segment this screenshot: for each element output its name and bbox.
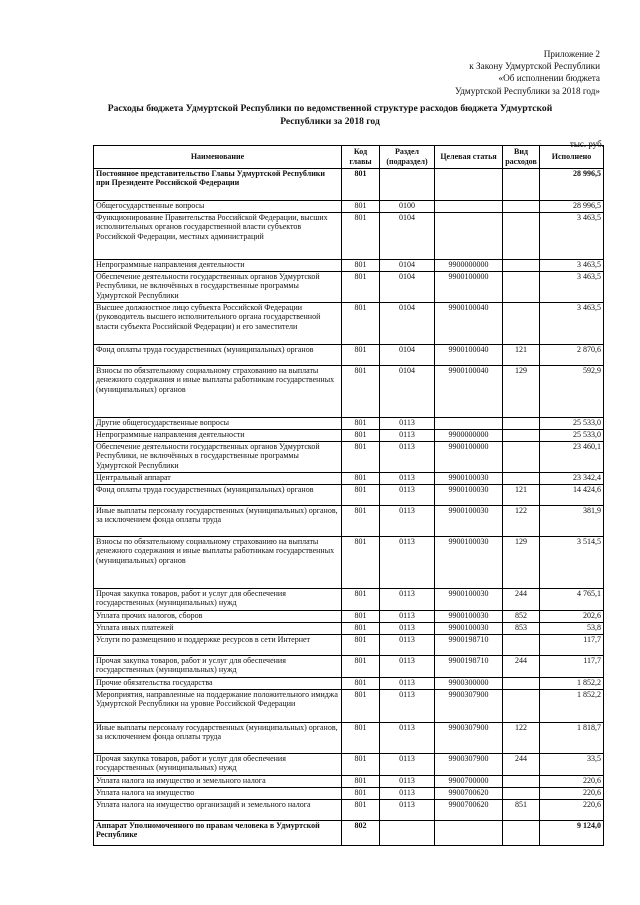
cell-section: 0113 xyxy=(380,788,435,800)
cell-section: 0104 xyxy=(380,260,435,272)
cell-section: 0113 xyxy=(380,754,435,776)
cell-target: 9900300000 xyxy=(435,678,503,690)
cell-target: 9900100030 xyxy=(435,537,503,589)
table-row xyxy=(94,623,604,635)
cell-executed: 381,9 xyxy=(540,506,604,537)
cell-section: 0113 xyxy=(380,690,435,723)
table-row xyxy=(94,678,604,690)
units-label: тыс. руб. xyxy=(569,139,604,149)
table-row xyxy=(94,776,604,788)
table-row xyxy=(94,611,604,623)
cell-target: 9900307900 xyxy=(435,754,503,776)
cell-code: 801 xyxy=(342,776,380,788)
table-row xyxy=(94,635,604,656)
cell-code: 801 xyxy=(342,366,380,418)
table-row xyxy=(94,788,604,800)
cell-type xyxy=(503,201,540,213)
cell-executed: 117,7 xyxy=(540,656,604,678)
document-title xyxy=(80,103,580,128)
cell-type xyxy=(503,678,540,690)
cell-target: 9900000000 xyxy=(435,260,503,272)
cell-type xyxy=(503,473,540,485)
header-type: Вид расходов xyxy=(503,146,540,169)
appendix-line-3: «Об исполнении бюджета xyxy=(498,73,600,84)
cell-name: Уплата налога на имущество и земельного налога xyxy=(94,776,342,788)
cell-code: 801 xyxy=(342,442,380,473)
cell-name: Прочая закупка товаров, работ и услуг для обеспечения государственных (муниципальных) нужд xyxy=(94,656,342,678)
cell-target: 9900198710 xyxy=(435,656,503,678)
cell-type: 244 xyxy=(503,589,540,611)
cell-type xyxy=(503,272,540,303)
cell-type xyxy=(503,788,540,800)
cell-name: Фонд оплаты труда государственных (муниципальных) органов xyxy=(94,345,342,366)
table-row xyxy=(94,345,604,366)
cell-code: 801 xyxy=(342,345,380,366)
cell-code: 801 xyxy=(342,589,380,611)
cell-section: 0113 xyxy=(380,800,435,821)
cell-executed: 25 533,0 xyxy=(540,430,604,442)
cell-executed: 1 818,7 xyxy=(540,723,604,754)
cell-name: Услуги по размещению и поддержке ресурсов в сети Интернет xyxy=(94,635,342,656)
table-row xyxy=(94,260,604,272)
cell-name: Уплата налога на имущество организаций и земельного налога xyxy=(94,800,342,821)
cell-section: 0104 xyxy=(380,303,435,345)
table-row xyxy=(94,485,604,506)
cell-section xyxy=(380,169,435,201)
cell-type: 852 xyxy=(503,611,540,623)
cell-section: 0104 xyxy=(380,272,435,303)
cell-executed: 3 463,5 xyxy=(540,272,604,303)
cell-target: 9900100040 xyxy=(435,303,503,345)
cell-target xyxy=(435,213,503,260)
cell-code: 801 xyxy=(342,201,380,213)
table-row xyxy=(94,303,604,345)
cell-executed: 202,6 xyxy=(540,611,604,623)
cell-section: 0113 xyxy=(380,418,435,430)
cell-executed: 23 342,4 xyxy=(540,473,604,485)
header-target: Целевая статья xyxy=(435,146,503,169)
document-title-line-1: Расходы бюджета Удмуртской Республики по ведомственной структуре расходов бюджета Удмуртской xyxy=(107,103,553,114)
cell-executed: 117,7 xyxy=(540,635,604,656)
cell-section: 0113 xyxy=(380,442,435,473)
cell-code: 801 xyxy=(342,506,380,537)
cell-type xyxy=(503,418,540,430)
cell-executed: 1 852,2 xyxy=(540,690,604,723)
table-row xyxy=(94,442,604,473)
table-row xyxy=(94,800,604,821)
cell-name: Непрограммные направления деятельности xyxy=(94,260,342,272)
cell-code: 801 xyxy=(342,430,380,442)
cell-executed: 14 424,6 xyxy=(540,485,604,506)
cell-name: Взносы по обязательному социальному страхованию на выплаты денежного содержания и иные выплаты работникам государственных (муниципальных) органов xyxy=(94,366,342,418)
cell-code: 801 xyxy=(342,260,380,272)
table-row xyxy=(94,656,604,678)
cell-type: 244 xyxy=(503,754,540,776)
cell-section: 0113 xyxy=(380,678,435,690)
cell-section: 0113 xyxy=(380,723,435,754)
cell-target xyxy=(435,418,503,430)
cell-type: 244 xyxy=(503,656,540,678)
cell-name: Иные выплаты персоналу государственных (муниципальных) органов, за исключением фонда оплаты труда xyxy=(94,723,342,754)
cell-name: Прочая закупка товаров, работ и услуг для обеспечения государственных (муниципальных) нужд xyxy=(94,589,342,611)
cell-name: Прочая закупка товаров, работ и услуг для обеспечения государственных (муниципальных) нужд xyxy=(94,754,342,776)
cell-type xyxy=(503,776,540,788)
cell-type: 129 xyxy=(503,366,540,418)
cell-type xyxy=(503,303,540,345)
table-row xyxy=(94,213,604,260)
cell-code: 801 xyxy=(342,537,380,589)
cell-section: 0100 xyxy=(380,201,435,213)
cell-type xyxy=(503,635,540,656)
cell-executed: 1 852,2 xyxy=(540,678,604,690)
cell-name: Фонд оплаты труда государственных (муниципальных) органов xyxy=(94,485,342,506)
cell-section: 0113 xyxy=(380,430,435,442)
cell-target: 9900100000 xyxy=(435,442,503,473)
table-row xyxy=(94,754,604,776)
appendix-line-1: Приложение 2 xyxy=(543,49,600,59)
cell-target xyxy=(435,821,503,846)
cell-target: 9900100000 xyxy=(435,272,503,303)
cell-executed: 220,6 xyxy=(540,776,604,788)
cell-code: 801 xyxy=(342,611,380,623)
cell-type: 853 xyxy=(503,623,540,635)
header-executed: Исполнено xyxy=(540,146,604,169)
cell-target: 9900100040 xyxy=(435,366,503,418)
cell-target: 9900000000 xyxy=(435,430,503,442)
cell-executed: 28 996,5 xyxy=(540,201,604,213)
cell-type: 121 xyxy=(503,485,540,506)
cell-code: 801 xyxy=(342,723,380,754)
cell-target: 9900100030 xyxy=(435,485,503,506)
cell-name: Центральный аппарат xyxy=(94,473,342,485)
cell-section: 0113 xyxy=(380,776,435,788)
cell-executed: 23 460,1 xyxy=(540,442,604,473)
expenditure-table xyxy=(93,145,604,846)
cell-name: Уплата налога на имущество xyxy=(94,788,342,800)
cell-executed: 220,6 xyxy=(540,800,604,821)
header-code: Код главы xyxy=(342,146,380,169)
cell-type xyxy=(503,213,540,260)
document-title-line-2: Республики за 2018 год xyxy=(280,115,380,127)
cell-code: 801 xyxy=(342,473,380,485)
table-body xyxy=(94,169,604,846)
cell-section: 0113 xyxy=(380,473,435,485)
cell-section: 0104 xyxy=(380,366,435,418)
cell-type xyxy=(503,690,540,723)
cell-name: Непрограммные направления деятельности xyxy=(94,430,342,442)
table-row xyxy=(94,506,604,537)
cell-target: 9900100030 xyxy=(435,611,503,623)
cell-executed: 25 533,0 xyxy=(540,418,604,430)
cell-section: 0113 xyxy=(380,506,435,537)
table-row xyxy=(94,537,604,589)
cell-executed: 2 870,6 xyxy=(540,345,604,366)
cell-section: 0113 xyxy=(380,611,435,623)
cell-executed: 3 463,5 xyxy=(540,213,604,260)
appendix-header xyxy=(300,48,600,97)
appendix-line-4: Удмуртской Республики за 2018 год» xyxy=(455,85,600,96)
cell-type xyxy=(503,821,540,846)
cell-target: 9900700620 xyxy=(435,800,503,821)
cell-section: 0113 xyxy=(380,623,435,635)
cell-code: 801 xyxy=(342,303,380,345)
cell-section xyxy=(380,821,435,846)
cell-code: 801 xyxy=(342,169,380,201)
table-row xyxy=(94,723,604,754)
table-row xyxy=(94,430,604,442)
cell-target: 9900100030 xyxy=(435,589,503,611)
cell-name: Иные выплаты персоналу государственных (муниципальных) органов, за исключением фонда оплаты труда xyxy=(94,506,342,537)
cell-type xyxy=(503,442,540,473)
cell-type xyxy=(503,169,540,201)
cell-name: Другие общегосударственные вопросы xyxy=(94,418,342,430)
cell-type: 122 xyxy=(503,723,540,754)
cell-section: 0113 xyxy=(380,589,435,611)
cell-section: 0113 xyxy=(380,635,435,656)
cell-executed: 220,6 xyxy=(540,788,604,800)
cell-section: 0104 xyxy=(380,213,435,260)
cell-code: 801 xyxy=(342,623,380,635)
cell-code: 801 xyxy=(342,213,380,260)
cell-code: 801 xyxy=(342,272,380,303)
cell-name: Уплата прочих налогов, сборов xyxy=(94,611,342,623)
cell-section: 0113 xyxy=(380,485,435,506)
cell-code: 801 xyxy=(342,635,380,656)
cell-target: 9900100040 xyxy=(435,345,503,366)
cell-target: 9900198710 xyxy=(435,635,503,656)
cell-target: 9900700000 xyxy=(435,776,503,788)
cell-name: Взносы по обязательному социальному страхованию на выплаты денежного содержания и иные выплаты работникам государственных (муниципальных) органов xyxy=(94,537,342,589)
cell-code: 801 xyxy=(342,754,380,776)
cell-target: 9900100030 xyxy=(435,623,503,635)
cell-type: 129 xyxy=(503,537,540,589)
table-row xyxy=(94,589,604,611)
table-row xyxy=(94,690,604,723)
cell-executed: 3 463,5 xyxy=(540,260,604,272)
cell-executed: 592,9 xyxy=(540,366,604,418)
table-row xyxy=(94,201,604,213)
cell-code: 801 xyxy=(342,418,380,430)
cell-code: 801 xyxy=(342,656,380,678)
cell-code: 801 xyxy=(342,678,380,690)
cell-target xyxy=(435,169,503,201)
cell-target: 9900307900 xyxy=(435,723,503,754)
cell-name: Обеспечение деятельности государственных органов Удмуртской Республики, не включённых в государственные программы Удмуртской Республики xyxy=(94,442,342,473)
cell-executed: 28 996,5 xyxy=(540,169,604,201)
table-row xyxy=(94,418,604,430)
header-name: Наименование xyxy=(94,146,342,169)
cell-type: 851 xyxy=(503,800,540,821)
cell-code: 801 xyxy=(342,800,380,821)
cell-name: Функционирование Правительства Российской Федерации, высших исполнительных органов государственной власти субъектов Российской Федерации, местных администраций xyxy=(94,213,342,260)
cell-executed: 53,8 xyxy=(540,623,604,635)
cell-type: 121 xyxy=(503,345,540,366)
cell-executed: 33,5 xyxy=(540,754,604,776)
cell-type xyxy=(503,260,540,272)
cell-executed: 3 514,5 xyxy=(540,537,604,589)
table-row xyxy=(94,821,604,846)
cell-name: Обеспечение деятельности государственных органов Удмуртской Республики, не включённых в государственные программы Удмуртской Республики xyxy=(94,272,342,303)
cell-name: Высшее должностное лицо субъекта Российской Федерации (руководитель высшего исполнительного органа государственной власти субъекта Российской Федерации) и его заместители xyxy=(94,303,342,345)
cell-target xyxy=(435,201,503,213)
table-row xyxy=(94,366,604,418)
cell-name: Постоянное представительство Главы Удмуртской Республики при Президенте Российской Федерации xyxy=(94,169,342,201)
cell-executed: 4 765,1 xyxy=(540,589,604,611)
cell-name: Уплата иных платежей xyxy=(94,623,342,635)
cell-section: 0104 xyxy=(380,345,435,366)
cell-code: 801 xyxy=(342,690,380,723)
table-row xyxy=(94,169,604,201)
cell-target: 9900100030 xyxy=(435,473,503,485)
cell-code: 802 xyxy=(342,821,380,846)
cell-executed: 9 124,0 xyxy=(540,821,604,846)
cell-name: Прочие обязательства государства xyxy=(94,678,342,690)
cell-section: 0113 xyxy=(380,656,435,678)
cell-type: 122 xyxy=(503,506,540,537)
cell-section: 0113 xyxy=(380,537,435,589)
cell-target: 9900700620 xyxy=(435,788,503,800)
cell-type xyxy=(503,430,540,442)
cell-target: 9900100030 xyxy=(435,506,503,537)
header-section: Раздел (подраздел) xyxy=(380,146,435,169)
cell-name: Аппарат Уполномоченного по правам человека в Удмуртской Республике xyxy=(94,821,342,846)
table-header-row xyxy=(94,146,604,169)
cell-code: 801 xyxy=(342,788,380,800)
cell-name: Общегосударственные вопросы xyxy=(94,201,342,213)
cell-code: 801 xyxy=(342,485,380,506)
table-row xyxy=(94,473,604,485)
cell-executed: 3 463,5 xyxy=(540,303,604,345)
cell-name: Мероприятия, направленные на поддержание положительного имиджа Удмуртской Республики на уровне Российской Федерации xyxy=(94,690,342,723)
appendix-line-2: к Закону Удмуртской Республики xyxy=(469,61,600,72)
cell-target: 9900307900 xyxy=(435,690,503,723)
table-row xyxy=(94,272,604,303)
